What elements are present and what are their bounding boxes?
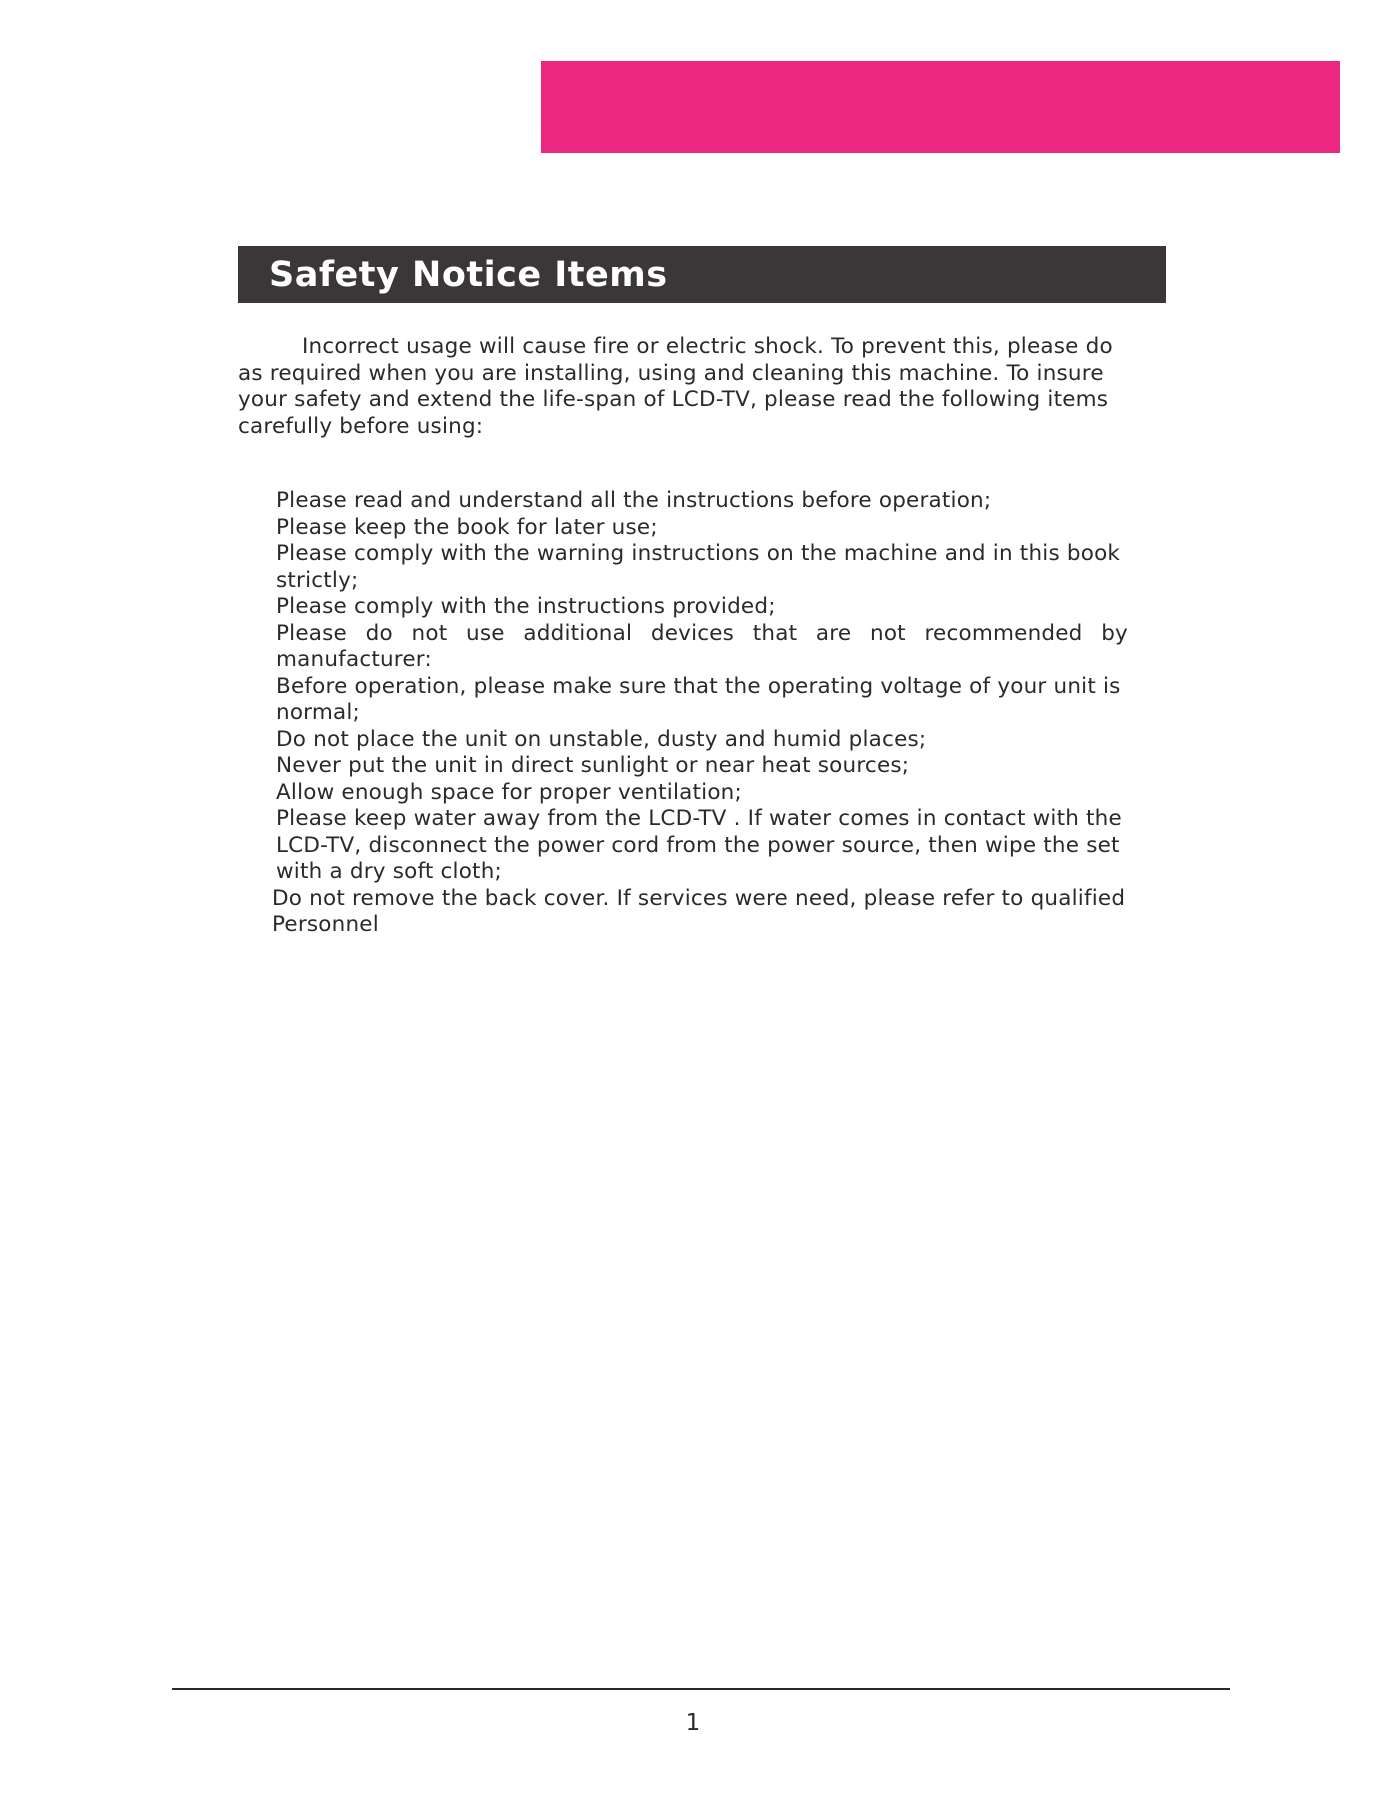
section-title: Safety Notice Items	[269, 254, 668, 295]
safety-item: Do not remove the back cover. If services were need, please refer to qualified Personnel	[272, 885, 1126, 937]
section-header	[238, 246, 1166, 303]
safety-items-list	[272, 488, 1128, 939]
safety-item: Do not place the unit on unstable, dusty and humid places;	[276, 726, 927, 752]
safety-item: Please read and understand all the instructions before operation;	[276, 488, 992, 513]
safety-item: Please do not use additional devices that are not recommended by manufacturer:	[276, 620, 1128, 672]
safety-item: Please comply with the warning instructions on the machine and in this book strictly;	[276, 541, 1121, 593]
safety-item: Please comply with the instructions provided;	[276, 594, 776, 619]
page-number: 1	[685, 1710, 701, 1736]
safety-item: Allow enough space for proper ventilation;	[276, 779, 742, 805]
intro-paragraph: Incorrect usage will cause fire or electric shock. To prevent this, please do as required when you are installing, using and cleaning this machine. To insure your safety and extend the life-span of LCD-TV, please read the following items carefully before using:	[238, 334, 1113, 439]
pink-header-banner	[541, 61, 1340, 153]
safety-item: Please keep water away from the LCD-TV . If water comes in contact with the LCD-TV, disconnect the power cord from the power source, then wipe the set with a dry soft cloth;	[276, 806, 1122, 884]
safety-item: Never put the unit in direct sunlight or near heat sources;	[276, 753, 910, 778]
footer-divider	[172, 1688, 1230, 1690]
safety-item: Please keep the book for later use;	[276, 514, 658, 540]
safety-item: Before operation, please make sure that the operating voltage of your unit is normal;	[276, 673, 1121, 725]
